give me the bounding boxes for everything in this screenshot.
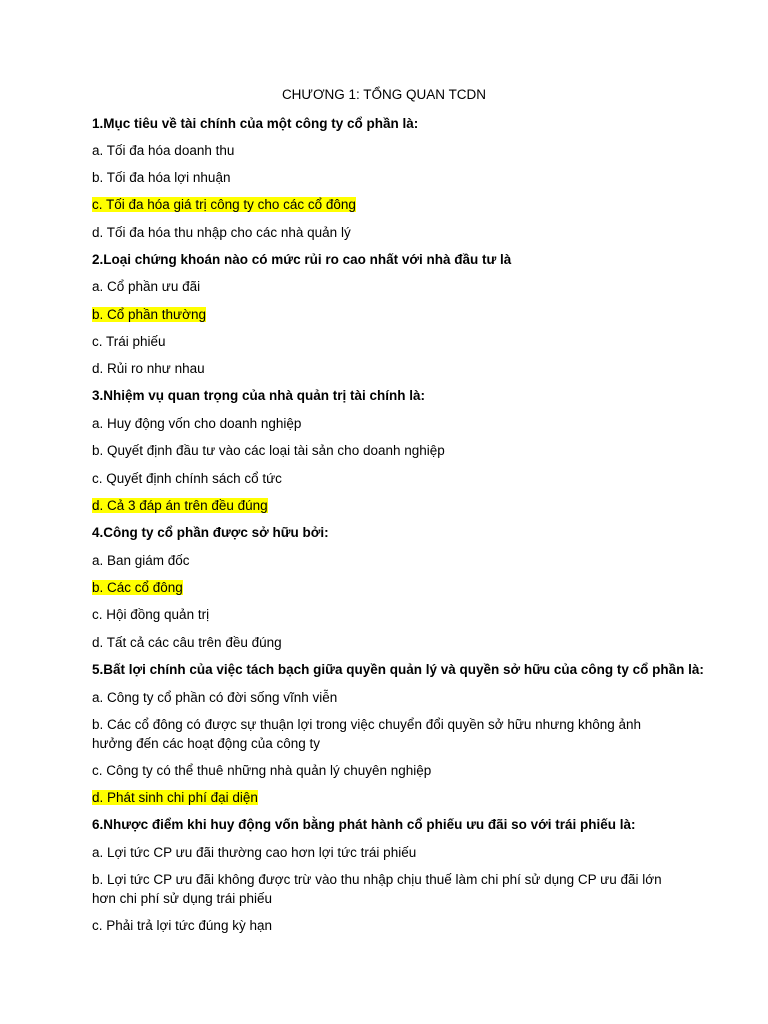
q1-option-b: b. Tối đa hóa lợi nhuận (92, 170, 231, 185)
q1-option-c-answer: c. Tối đa hóa giá trị công ty cho các cổ đông (92, 197, 356, 212)
q2-option-a: a. Cổ phần ưu đãi (92, 279, 201, 294)
q2-option-c: c. Trái phiếu (92, 334, 166, 349)
q4-option-b-answer: b. Các cổ đông (92, 580, 183, 595)
q3-option-a: a. Huy động vốn cho doanh nghiệp (92, 416, 302, 431)
chapter-title: CHƯƠNG 1: TỔNG QUAN TCDN (281, 87, 487, 102)
q5-option-b: b. Các cổ đông có được sự thuận lợi trong việc chuyển đổi quyền sở hữu nhưng không ảnh hưởng đến các hoạt động của công ty (92, 717, 642, 751)
q3-option-c: c. Quyết định chính sách cổ tức (92, 471, 282, 486)
q6-option-a: a. Lợi tức CP ưu đãi thường cao hơn lợi tức trái phiếu (92, 845, 417, 860)
q3-option-b: b. Quyết định đầu tư vào các loại tài sản cho doanh nghiệp (92, 443, 445, 458)
q4-option-a: a. Ban giám đốc (92, 553, 190, 568)
q3-option-d-answer: d. Cả 3 đáp án trên đều đúng (92, 498, 268, 513)
q5-option-a: a. Công ty cổ phần có đời sống vĩnh viễn (92, 690, 338, 705)
q2-option-d: d. Rủi ro như nhau (92, 361, 205, 376)
q2-option-b-answer: b. Cổ phần thường (92, 307, 206, 322)
q4-option-c: c. Hội đồng quản trị (92, 607, 210, 622)
question-6: 6.Nhược điểm khi huy động vốn bằng phát hành cổ phiếu ưu đãi so với trái phiếu là: (92, 817, 636, 832)
question-3: 3.Nhiệm vụ quan trọng của nhà quản trị tài chính là: (92, 388, 426, 403)
q5-option-c: c. Công ty có thể thuê những nhà quản lý chuyên nghiệp (92, 763, 432, 778)
question-4: 4.Công ty cổ phần được sở hữu bởi: (92, 525, 329, 540)
question-1: 1.Mục tiêu về tài chính của một công ty cổ phần là: (92, 116, 419, 131)
q5-option-d-answer: d. Phát sinh chi phí đại diện (92, 790, 258, 805)
q6-option-b: b. Lợi tức CP ưu đãi không được trừ vào thu nhập chịu thuế làm chi phí sử dụng CP ưu đãi lớn hơn chi phí sử dụng trái phiếu (92, 872, 662, 906)
q6-option-c: c. Phải trả lợi tức đúng kỳ hạn (92, 918, 272, 933)
q1-option-a: a. Tối đa hóa doanh thu (92, 143, 235, 158)
q4-option-d: d. Tất cả các câu trên đều đúng (92, 635, 282, 650)
q1-option-d: d. Tối đa hóa thu nhập cho các nhà quản lý (92, 225, 351, 240)
question-5: 5.Bất lợi chính của việc tách bạch giữa quyền quản lý và quyền sở hữu của công ty cổ phần là: (92, 662, 704, 677)
question-2: 2.Loại chứng khoán nào có mức rủi ro cao nhất với nhà đầu tư là (92, 252, 512, 267)
